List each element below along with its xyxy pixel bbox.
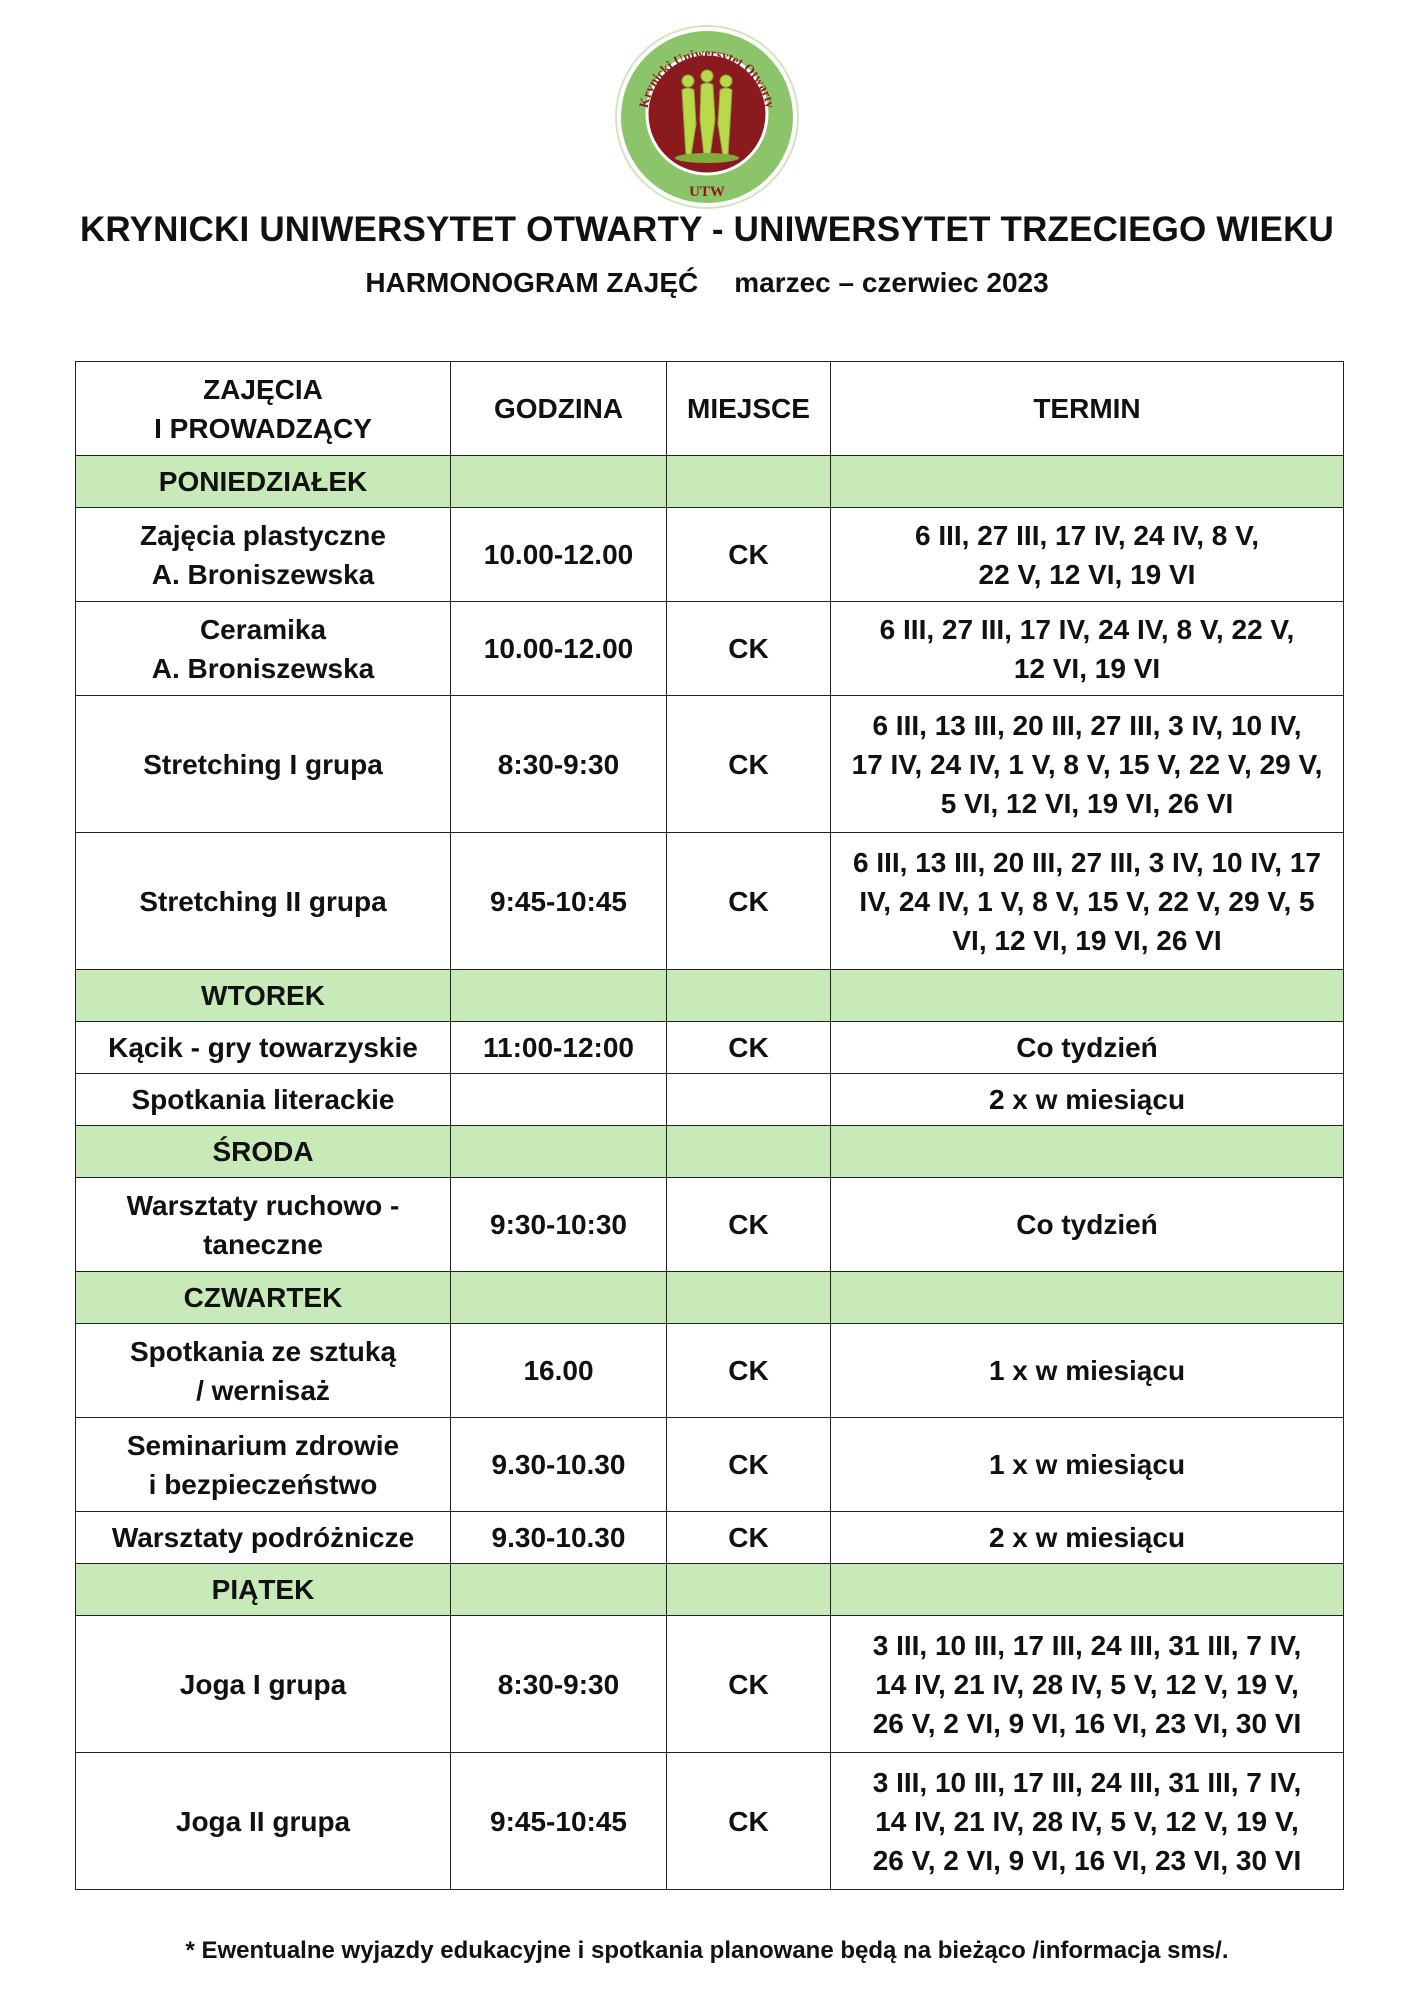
dates-cell: [831, 833, 1344, 970]
dates-cell-line: VI, 12 VI, 19 VI, 26 VI: [952, 924, 1222, 956]
activity-cell-line: A. Broniszewska: [151, 558, 375, 590]
day-label: PIĄTEK: [76, 1564, 451, 1616]
dates-cell: [831, 602, 1344, 696]
page-title: KRYNICKI UNIWERSYTET OTWARTY - UNIWERSYTET TRZECIEGO WIEKU: [79, 210, 1335, 249]
dates-cell: [831, 1324, 1344, 1418]
place-cell: CK: [667, 1512, 831, 1564]
time-cell: 10.00-12.00: [451, 508, 667, 602]
activity-cell: [76, 1512, 451, 1564]
dates-cell: [831, 1616, 1344, 1753]
dates-cell-line: 3 III, 10 III, 17 III, 24 III, 31 III, 7 IV,: [872, 1629, 1302, 1661]
activity-cell-line: Spotkania literackie: [131, 1084, 395, 1115]
dates-cell: [831, 1753, 1344, 1890]
table-row: [76, 696, 1344, 833]
place-cell: CK: [667, 1324, 831, 1418]
table-row: [76, 1022, 1344, 1074]
day-label: WTOREK: [76, 970, 451, 1022]
page-subtitle: [0, 267, 1414, 299]
place-cell: CK: [667, 602, 831, 696]
activity-cell-line: Kącik - gry towarzyskie: [108, 1032, 418, 1063]
place-cell: CK: [667, 508, 831, 602]
dates-cell: [831, 696, 1344, 833]
dates-cell: [831, 1074, 1344, 1126]
time-cell: 10.00-12.00: [451, 602, 667, 696]
table-row: [76, 1178, 1344, 1272]
time-cell: 8:30-9:30: [451, 696, 667, 833]
header-dates: TERMIN: [831, 362, 1344, 456]
time-cell: 9.30-10.30: [451, 1512, 667, 1564]
logo-bottom-text: UTW: [689, 184, 725, 200]
activity-cell: [76, 1074, 451, 1126]
dates-cell-line: 5 VI, 12 VI, 19 VI, 26 VI: [940, 787, 1234, 819]
day-row-tuesday: [76, 970, 1344, 1022]
logo-ring-text: Krynicki Uniwersytet Otwarty: [635, 45, 779, 110]
dates-cell-line: 17 IV, 24 IV, 1 V, 8 V, 15 V, 22 V, 29 V,: [851, 748, 1323, 780]
table-row: [76, 1074, 1344, 1126]
dates-cell-line: Co tydzień: [1016, 1209, 1158, 1240]
time-cell: 11:00-12:00: [451, 1022, 667, 1074]
activity-cell-line: Warsztaty podróżnicze: [111, 1522, 415, 1553]
activity-cell: [76, 1418, 451, 1512]
table-row: [76, 833, 1344, 970]
dates-cell-line: 26 V, 2 VI, 9 VI, 16 VI, 23 VI, 30 VI: [872, 1707, 1302, 1739]
activity-cell-line: i bezpieczeństwo: [148, 1468, 378, 1500]
dates-cell-line: Co tydzień: [1016, 1032, 1158, 1063]
day-row-thursday: [76, 1272, 1344, 1324]
time-cell: 16.00: [451, 1324, 667, 1418]
dates-cell-line: 6 III, 13 III, 20 III, 27 III, 3 IV, 10 IV, 17: [852, 846, 1321, 878]
table-row: [76, 1616, 1344, 1753]
activity-cell-line: Joga I grupa: [179, 1668, 347, 1700]
table-row: [76, 1753, 1344, 1890]
dates-cell-line: 6 III, 27 III, 17 IV, 24 IV, 8 V,: [914, 519, 1260, 551]
activity-cell: [76, 508, 451, 602]
activity-cell-line: Stretching II grupa: [139, 885, 387, 917]
table-row: [76, 1512, 1344, 1564]
place-cell: CK: [667, 1178, 831, 1272]
place-cell: CK: [667, 1616, 831, 1753]
subtitle-schedule-label: HARMONOGRAM ZAJĘĆ: [365, 267, 699, 298]
header-time: GODZINA: [451, 362, 667, 456]
activity-cell-line: A. Broniszewska: [151, 652, 375, 684]
header-activity-line2: I PROWADZĄCY: [154, 412, 372, 444]
activity-cell-line: Spotkania ze sztuką: [129, 1335, 397, 1367]
day-row-monday: [76, 456, 1344, 508]
dates-cell-line: 2 x w miesiącu: [988, 1084, 1186, 1115]
activity-cell-line: Stretching I grupa: [143, 748, 383, 780]
day-label: CZWARTEK: [76, 1272, 451, 1324]
table-row: [76, 1324, 1344, 1418]
dates-cell: [831, 1022, 1344, 1074]
time-cell: 9:45-10:45: [451, 1753, 667, 1890]
header-activity-line1: ZAJĘCIA: [203, 373, 323, 405]
time-cell: 9:45-10:45: [451, 833, 667, 970]
day-row-wednesday: [76, 1126, 1344, 1178]
day-label: ŚRODA: [76, 1126, 451, 1178]
dates-cell-line: 14 IV, 21 IV, 28 IV, 5 V, 12 V, 19 V,: [875, 1805, 1299, 1837]
day-label: PONIEDZIAŁEK: [76, 456, 451, 508]
activity-cell-line: Ceramika: [199, 613, 327, 645]
schedule-table: [75, 361, 1344, 1890]
activity-cell-line: / wernisaż: [196, 1374, 330, 1406]
dates-cell-line: 22 V, 12 VI, 19 VI: [978, 558, 1196, 590]
dates-cell-line: 3 III, 10 III, 17 III, 24 III, 31 III, 7 IV,: [872, 1766, 1302, 1798]
activity-cell-line: Zajęcia plastyczne: [140, 519, 386, 551]
activity-cell: [76, 1022, 451, 1074]
subtitle-period: marzec – czerwiec 2023: [734, 267, 1049, 298]
footnote: * Ewentualne wyjazdy edukacyjne i spotkania planowane będą na bieżąco /informacja sms/.: [185, 1937, 1229, 1964]
dates-cell-line: IV, 24 IV, 1 V, 8 V, 15 V, 22 V, 29 V, 5: [859, 885, 1315, 917]
place-cell: CK: [667, 1022, 831, 1074]
place-cell: CK: [667, 696, 831, 833]
dates-cell: [831, 1512, 1344, 1564]
activity-cell: [76, 696, 451, 833]
dates-cell-line: 2 x w miesiącu: [988, 1522, 1186, 1553]
utw-logo-emblem: [614, 24, 800, 210]
place-cell: [667, 1074, 831, 1126]
header-activity: [76, 362, 451, 456]
activity-cell-line: taneczne: [203, 1228, 323, 1260]
time-cell: 9.30-10.30: [451, 1418, 667, 1512]
time-cell: 9:30-10:30: [451, 1178, 667, 1272]
time-cell: [451, 1074, 667, 1126]
table-row: [76, 1418, 1344, 1512]
dates-cell-line: 6 III, 27 III, 17 IV, 24 IV, 8 V, 22 V,: [879, 613, 1295, 645]
place-cell: CK: [667, 1753, 831, 1890]
activity-cell: [76, 1324, 451, 1418]
dates-cell-line: 1 x w miesiącu: [988, 1449, 1186, 1480]
activity-cell-line: Warsztaty ruchowo -: [126, 1189, 400, 1221]
header-place: MIEJSCE: [667, 362, 831, 456]
dates-cell: [831, 1178, 1344, 1272]
place-cell: CK: [667, 1418, 831, 1512]
activity-cell-line: Seminarium zdrowie: [126, 1429, 400, 1461]
dates-cell-line: 12 VI, 19 VI: [1013, 652, 1161, 684]
table-row: [76, 508, 1344, 602]
activity-cell: [76, 1616, 451, 1753]
utw-logo: [614, 24, 800, 210]
dates-cell: [831, 1418, 1344, 1512]
table-row: [76, 602, 1344, 696]
activity-cell: [76, 602, 451, 696]
dates-cell: [831, 508, 1344, 602]
place-cell: CK: [667, 833, 831, 970]
dates-cell-line: 26 V, 2 VI, 9 VI, 16 VI, 23 VI, 30 VI: [872, 1844, 1302, 1876]
dates-cell-line: 14 IV, 21 IV, 28 IV, 5 V, 12 V, 19 V,: [875, 1668, 1299, 1700]
activity-cell: [76, 1178, 451, 1272]
dates-cell-line: 6 III, 13 III, 20 III, 27 III, 3 IV, 10 IV,: [872, 709, 1302, 741]
day-row-friday: [76, 1564, 1344, 1616]
activity-cell: [76, 833, 451, 970]
activity-cell-line: Joga II grupa: [175, 1805, 351, 1837]
activity-cell: [76, 1753, 451, 1890]
dates-cell-line: 1 x w miesiącu: [988, 1355, 1186, 1386]
table-header-row: [76, 362, 1344, 456]
time-cell: 8:30-9:30: [451, 1616, 667, 1753]
